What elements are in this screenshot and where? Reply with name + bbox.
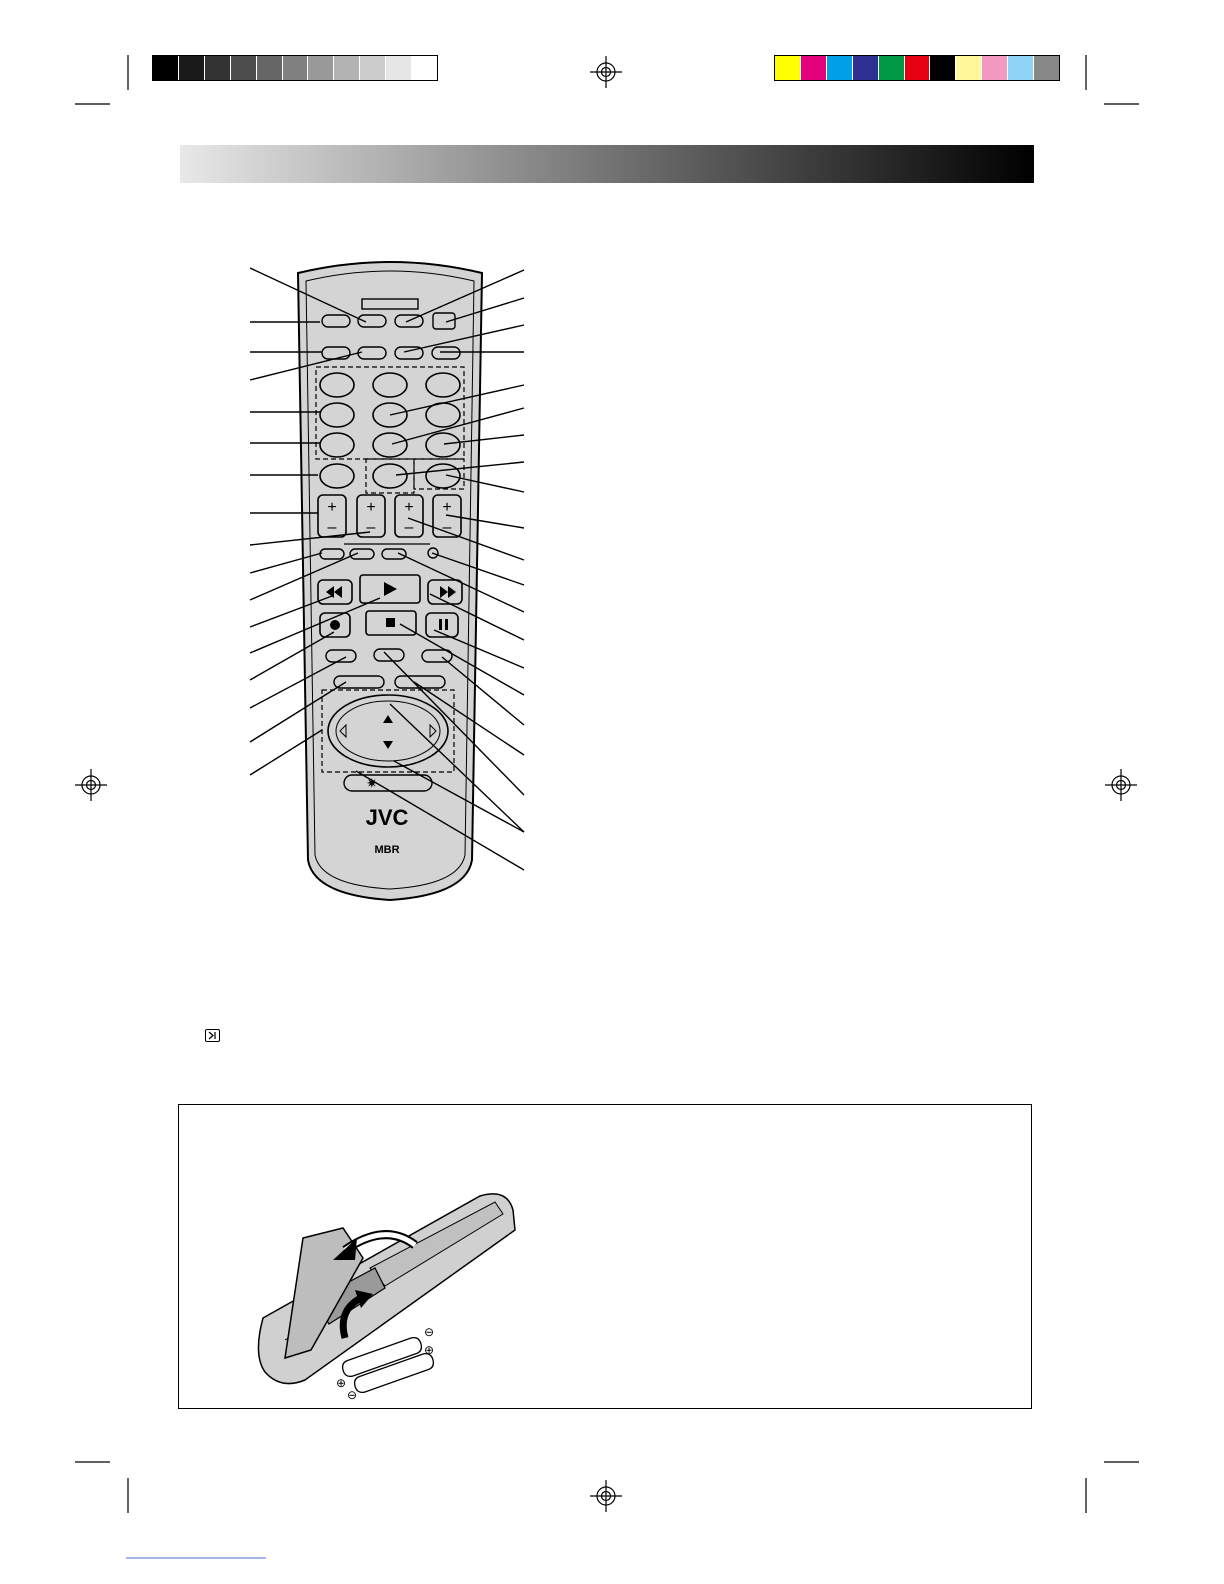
svg-text:+: + <box>442 499 452 516</box>
polarity-plus-left: ⊕ <box>335 1376 347 1390</box>
battery-installation-diagram <box>245 1190 525 1400</box>
svg-text:–: – <box>442 519 452 536</box>
svg-text:+: + <box>366 499 376 516</box>
polarity-minus-left: ⊖ <box>346 1388 358 1400</box>
brand-logo: JVC <box>365 805 409 830</box>
polarity-minus-top: ⊖ <box>423 1325 435 1339</box>
svg-text:–: – <box>404 519 414 536</box>
input-select-icon <box>205 1029 220 1042</box>
polarity-plus-right: ⊕ <box>423 1343 435 1357</box>
rocker-plus-1: + <box>327 499 337 516</box>
svg-text:–: – <box>366 519 376 536</box>
svg-text:–: – <box>327 519 337 536</box>
svg-text:✷: ✷ <box>366 775 378 791</box>
svg-text:+: + <box>404 499 414 516</box>
registration-mark-bottom <box>590 1480 622 1512</box>
sub-brand-logo: MBR <box>374 844 400 856</box>
